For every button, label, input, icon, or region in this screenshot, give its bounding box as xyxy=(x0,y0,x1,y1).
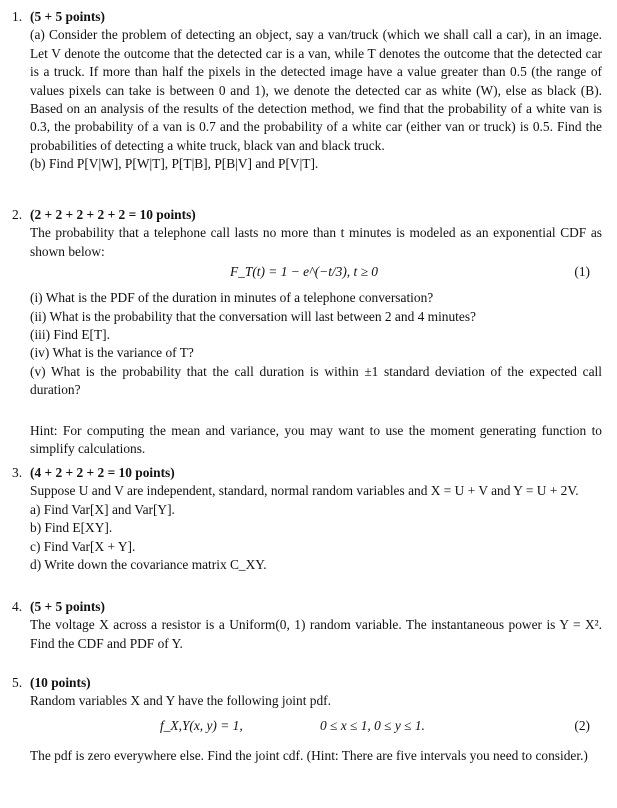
equation-number: (1) xyxy=(574,264,590,280)
list-item: a) Find Var[X] and Var[Y]. xyxy=(30,501,175,517)
question-number: 2. xyxy=(12,207,23,222)
list-item: d) Write down the covariance matrix C_XY. xyxy=(30,557,267,573)
list-item: (ii) What is the probability that the conversation will last between 2 and 4 minutes? xyxy=(30,308,476,324)
list-item: (iv) What is the variance of T? xyxy=(30,345,194,361)
points-heading: (10 points) xyxy=(30,675,91,690)
question-5 xyxy=(12,674,602,765)
sub-questions xyxy=(30,289,602,399)
question-2 xyxy=(12,206,602,458)
question-number: 3. xyxy=(12,465,23,480)
part-a-text: (a) Consider the problem of detecting an object, say a van/truck (which we shall call a car), in an image. Let V denote the outcome that the detected car is a van, while T denotes the outcome that the detected car is a truck. If more than half the pixels in the detected image have a value greater than 0.5 (the range of values pixels can take is between 0 and 1), we denote the detected car as white (W), else as black (B). Based on an analysis of the results of the detection method, we find that the probability of a white van is 0.3, the probability of a van is 0.7 and the probability of a white car (either van or truck) is 0.5. Find the probabilities of detecting a white truck, black van and black truck. xyxy=(30,27,602,153)
equation-1 xyxy=(30,263,602,285)
points-heading: (2 + 2 + 2 + 2 + 2 = 10 points) xyxy=(30,207,196,222)
intro-text: Suppose U and V are independent, standard, normal random variables and X = U + V and Y = U + 2V. xyxy=(30,483,579,499)
sub-questions xyxy=(30,501,602,575)
question-3 xyxy=(12,464,602,574)
equation-number: (2) xyxy=(574,717,590,733)
points-heading: (5 + 5 points) xyxy=(30,599,105,614)
list-item: b) Find E[XY]. xyxy=(30,520,113,536)
list-item: c) Find Var[X + Y]. xyxy=(30,538,136,554)
question-4 xyxy=(12,598,602,653)
points-heading: (4 + 2 + 2 + 2 = 10 points) xyxy=(30,465,175,480)
question-number: 1. xyxy=(12,9,23,24)
question-text: The voltage X across a resistor is a Uniform(0, 1) random variable. The instantaneous power is Y = X². Find the CDF and PDF of Y. xyxy=(30,617,602,651)
points-heading: (5 + 5 points) xyxy=(30,9,105,24)
question-number: 4. xyxy=(12,599,23,614)
equation-right: 0 ≤ x ≤ 1, 0 ≤ y ≤ 1. xyxy=(320,717,425,733)
question-number: 5. xyxy=(12,675,23,690)
list-item: (iii) Find E[T]. xyxy=(30,327,110,343)
intro-text: Random variables X and Y have the following joint pdf. xyxy=(30,693,331,709)
part-b-text: (b) Find P[V|W], P[W|T], P[T|B], P[B|V] and P[V|T]. xyxy=(30,156,319,172)
list-item: (i) What is the PDF of the duration in minutes of a telephone conversation? xyxy=(30,290,434,306)
equation-left: f_X,Y(x, y) = 1, xyxy=(160,717,243,733)
intro-text: The probability that a telephone call lasts no more than t minutes is modeled as an exponential CDF as shown below: xyxy=(30,225,602,259)
equation-2 xyxy=(30,717,602,739)
outro-text: The pdf is zero everywhere else. Find the joint cdf. (Hint: There are five intervals you need to consider.) xyxy=(30,747,588,763)
equation-expression: F_T(t) = 1 − e^(−t/3), t ≥ 0 xyxy=(230,264,378,280)
question-1 xyxy=(12,8,602,174)
hint-text: Hint: For computing the mean and variance, you may want to use the moment generating function to simplify calculations. xyxy=(30,422,602,457)
list-item: (v) What is the probability that the call duration is within ±1 standard deviation of the expected call duration? xyxy=(30,363,602,398)
